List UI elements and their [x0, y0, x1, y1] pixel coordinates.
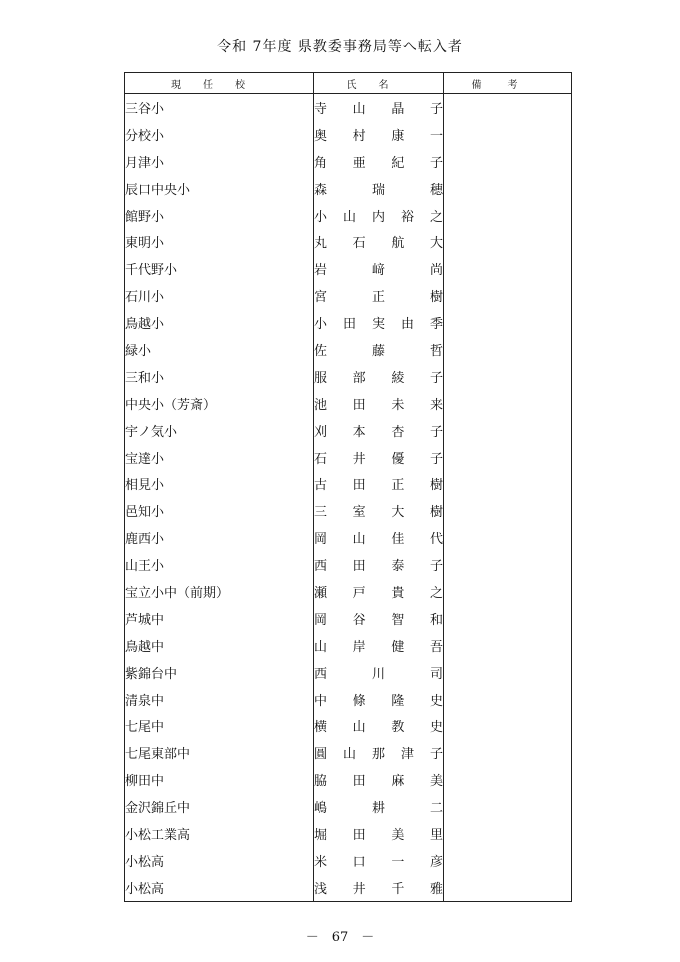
remarks-cell — [444, 94, 572, 121]
name-cell — [314, 309, 444, 336]
name-char: 里 — [429, 827, 443, 843]
name-char: 石 — [352, 236, 366, 252]
name-char: 晶 — [391, 101, 405, 117]
name-char: 樹 — [429, 505, 443, 521]
table-row — [125, 363, 572, 390]
table-row — [125, 874, 572, 901]
table-row — [125, 202, 572, 229]
name-char: 浅 — [314, 881, 328, 897]
name-cell — [314, 524, 444, 551]
name-char: 角 — [314, 155, 328, 171]
name-char: 瑞 — [371, 182, 385, 198]
name-char: 子 — [429, 559, 443, 575]
header-remarks: 備考 — [444, 73, 572, 94]
remarks-cell — [444, 686, 572, 713]
table-row — [125, 632, 572, 659]
current-school-cell: 東明小 — [125, 228, 314, 255]
name-characters — [314, 340, 443, 359]
name-char: 服 — [314, 370, 328, 386]
page-title: 令和 7年度 県教委事務局等へ転入者 — [217, 39, 463, 55]
name-char: 来 — [429, 397, 443, 413]
name-cell — [314, 336, 444, 363]
name-characters — [314, 394, 443, 413]
current-school-cell: 分校小 — [125, 121, 314, 148]
remarks-cell — [444, 578, 572, 605]
table-row — [125, 336, 572, 363]
name-characters — [314, 528, 443, 547]
name-characters — [314, 824, 443, 843]
table-row — [125, 255, 572, 282]
name-cell — [314, 417, 444, 444]
remarks-cell — [444, 739, 572, 766]
remarks-cell — [444, 175, 572, 202]
name-char: 史 — [429, 693, 443, 709]
name-char: 之 — [429, 209, 443, 225]
remarks-cell — [444, 336, 572, 363]
name-char: 田 — [342, 317, 356, 333]
name-char: 岡 — [314, 532, 328, 548]
name-char: 之 — [429, 585, 443, 601]
name-characters — [314, 797, 443, 816]
name-char: 條 — [352, 693, 366, 709]
name-cell — [314, 793, 444, 820]
name-char: 田 — [352, 559, 366, 575]
name-characters — [314, 286, 443, 305]
name-char: 航 — [391, 236, 405, 252]
name-char: 田 — [352, 827, 366, 843]
current-school-cell: 鳥越小 — [125, 309, 314, 336]
name-char: 西 — [314, 666, 328, 682]
current-school-cell: 小松工業高 — [125, 820, 314, 847]
name-char: 麻 — [391, 774, 405, 790]
name-char: 山 — [352, 101, 366, 117]
name-char: 丸 — [314, 236, 328, 252]
remarks-cell — [444, 470, 572, 497]
name-char: 宮 — [314, 290, 328, 306]
current-school-cell: 相見小 — [125, 470, 314, 497]
name-char: 米 — [314, 854, 328, 870]
name-char: 子 — [429, 451, 443, 467]
name-cell — [314, 551, 444, 578]
name-char: 中 — [314, 693, 328, 709]
name-char: 寺 — [314, 101, 328, 117]
remarks-cell — [444, 282, 572, 309]
name-char: 嶋 — [314, 801, 328, 817]
name-char: 村 — [352, 128, 366, 144]
current-school-cell: 小松高 — [125, 847, 314, 874]
name-characters — [314, 152, 443, 171]
name-char: 智 — [391, 612, 405, 628]
name-char: 堀 — [314, 827, 328, 843]
name-char: 那 — [371, 747, 385, 763]
name-char: 戸 — [352, 585, 366, 601]
remarks-cell — [444, 497, 572, 524]
name-cell — [314, 874, 444, 901]
header-current-school: 現任校 — [125, 73, 314, 94]
name-char: 子 — [429, 747, 443, 763]
name-cell — [314, 632, 444, 659]
name-char: 内 — [371, 209, 385, 225]
name-cell — [314, 470, 444, 497]
name-characters — [314, 206, 443, 225]
current-school-cell: 三谷小 — [125, 94, 314, 121]
name-char: 圓 — [314, 747, 328, 763]
name-char: 和 — [429, 612, 443, 628]
page-number: － 67 － — [305, 930, 375, 945]
table-row — [125, 390, 572, 417]
remarks-cell — [444, 363, 572, 390]
name-char: 佐 — [314, 343, 328, 359]
name-char: 井 — [352, 881, 366, 897]
name-char: 正 — [371, 290, 385, 306]
name-char: 西 — [314, 559, 328, 575]
name-cell — [314, 363, 444, 390]
name-cell — [314, 255, 444, 282]
current-school-cell: 宝立小中（前期） — [125, 578, 314, 605]
name-char: 石 — [314, 451, 328, 467]
table-row — [125, 659, 572, 686]
name-characters — [314, 663, 443, 682]
name-char: 藤 — [371, 343, 385, 359]
name-char: 奥 — [314, 128, 328, 144]
name-char: 司 — [429, 666, 443, 682]
name-char: 教 — [391, 720, 405, 736]
current-school-cell: 邑知小 — [125, 497, 314, 524]
current-school-cell: 七尾東部中 — [125, 739, 314, 766]
current-school-cell: 柳田中 — [125, 766, 314, 793]
table-row — [125, 470, 572, 497]
name-char: 美 — [391, 827, 405, 843]
name-characters — [314, 474, 443, 493]
name-characters — [314, 878, 443, 897]
remarks-cell — [444, 417, 572, 444]
name-cell — [314, 94, 444, 121]
name-char: 杏 — [391, 424, 405, 440]
current-school-cell: 石川小 — [125, 282, 314, 309]
name-char: 紀 — [391, 155, 405, 171]
name-char: 子 — [429, 424, 443, 440]
table-row — [125, 578, 572, 605]
name-cell — [314, 148, 444, 175]
name-char: 山 — [342, 747, 356, 763]
current-school-cell: 七尾中 — [125, 712, 314, 739]
name-characters — [314, 125, 443, 144]
current-school-cell: 山王小 — [125, 551, 314, 578]
name-char: 脇 — [314, 774, 328, 790]
current-school-cell: 宝達小 — [125, 444, 314, 471]
current-school-cell: 小松高 — [125, 874, 314, 901]
name-char: 刈 — [314, 424, 328, 440]
name-char: 季 — [429, 317, 443, 333]
name-cell — [314, 712, 444, 739]
current-school-cell: 芦城中 — [125, 605, 314, 632]
name-characters — [314, 448, 443, 467]
table-row — [125, 228, 572, 255]
name-cell — [314, 497, 444, 524]
current-school-cell: 鳥越中 — [125, 632, 314, 659]
name-characters — [314, 851, 443, 870]
remarks-cell — [444, 228, 572, 255]
name-cell — [314, 605, 444, 632]
remarks-cell — [444, 148, 572, 175]
name-char: 小 — [314, 317, 328, 333]
name-char: 三 — [314, 505, 328, 521]
name-char: 﨑 — [371, 263, 385, 279]
name-char: 井 — [352, 451, 366, 467]
remarks-cell — [444, 766, 572, 793]
current-school-cell: 千代野小 — [125, 255, 314, 282]
name-characters — [314, 582, 443, 601]
table-row — [125, 148, 572, 175]
table-row — [125, 282, 572, 309]
table-row — [125, 739, 572, 766]
name-char: 吾 — [429, 639, 443, 655]
transfer-table — [124, 72, 572, 902]
current-school-cell: 鹿西小 — [125, 524, 314, 551]
name-char: 未 — [391, 397, 405, 413]
name-cell — [314, 121, 444, 148]
name-characters — [314, 367, 443, 386]
table-row — [125, 444, 572, 471]
name-char: 千 — [391, 881, 405, 897]
name-char: 由 — [400, 317, 414, 333]
name-char: 亜 — [352, 155, 366, 171]
name-char: 部 — [352, 370, 366, 386]
table-row — [125, 417, 572, 444]
remarks-cell — [444, 309, 572, 336]
current-school-cell: 辰口中央小 — [125, 175, 314, 202]
name-cell — [314, 578, 444, 605]
table-row — [125, 121, 572, 148]
name-char: 大 — [429, 236, 443, 252]
name-char: 岡 — [314, 612, 328, 628]
name-char: 健 — [391, 639, 405, 655]
remarks-cell — [444, 847, 572, 874]
name-cell — [314, 766, 444, 793]
remarks-cell — [444, 793, 572, 820]
name-char: 代 — [429, 532, 443, 548]
name-char: 川 — [371, 666, 385, 682]
name-char: 本 — [352, 424, 366, 440]
current-school-cell: 館野小 — [125, 202, 314, 229]
current-school-cell: 中央小（芳斎） — [125, 390, 314, 417]
name-cell — [314, 282, 444, 309]
name-char: 山 — [342, 209, 356, 225]
table-header-row — [125, 73, 572, 94]
name-char: 森 — [314, 182, 328, 198]
current-school-cell: 月津小 — [125, 148, 314, 175]
name-characters — [314, 636, 443, 655]
name-characters — [314, 313, 443, 332]
name-cell — [314, 390, 444, 417]
header-name: 氏名 — [314, 73, 444, 94]
remarks-cell — [444, 820, 572, 847]
remarks-cell — [444, 524, 572, 551]
name-char: 谷 — [352, 612, 366, 628]
name-char: 子 — [429, 370, 443, 386]
name-char: 樹 — [429, 478, 443, 494]
table-row — [125, 497, 572, 524]
current-school-cell: 緑小 — [125, 336, 314, 363]
name-char: 美 — [429, 774, 443, 790]
name-char: 山 — [352, 720, 366, 736]
table-row — [125, 175, 572, 202]
name-char: 優 — [391, 451, 405, 467]
remarks-cell — [444, 202, 572, 229]
table-row — [125, 309, 572, 336]
name-characters — [314, 716, 443, 735]
name-char: 横 — [314, 720, 328, 736]
name-char: 隆 — [391, 693, 405, 709]
table-row — [125, 686, 572, 713]
current-school-cell: 紫錦台中 — [125, 659, 314, 686]
name-cell — [314, 659, 444, 686]
name-cell — [314, 847, 444, 874]
name-characters — [314, 421, 443, 440]
table-row — [125, 766, 572, 793]
name-cell — [314, 175, 444, 202]
name-char: 穂 — [429, 182, 443, 198]
name-char: 瀬 — [314, 585, 328, 601]
current-school-cell: 三和小 — [125, 363, 314, 390]
name-char: 実 — [371, 317, 385, 333]
name-characters — [314, 743, 443, 762]
name-char: 田 — [352, 397, 366, 413]
name-characters — [314, 609, 443, 628]
table-row — [125, 847, 572, 874]
remarks-cell — [444, 121, 572, 148]
name-char: 史 — [429, 720, 443, 736]
name-characters — [314, 232, 443, 251]
remarks-cell — [444, 874, 572, 901]
current-school-cell: 清泉中 — [125, 686, 314, 713]
name-char: 綾 — [391, 370, 405, 386]
name-char: 貴 — [391, 585, 405, 601]
name-char: 二 — [429, 801, 443, 817]
table-body — [125, 94, 572, 902]
name-char: 子 — [429, 101, 443, 117]
name-char: 池 — [314, 397, 328, 413]
name-characters — [314, 770, 443, 789]
remarks-cell — [444, 390, 572, 417]
name-char: 哲 — [429, 343, 443, 359]
current-school-cell: 宇ノ気小 — [125, 417, 314, 444]
table-row — [125, 793, 572, 820]
name-char: 田 — [352, 478, 366, 494]
name-char: 古 — [314, 478, 328, 494]
name-char: 口 — [352, 854, 366, 870]
name-cell — [314, 820, 444, 847]
name-char: 裕 — [400, 209, 414, 225]
remarks-cell — [444, 605, 572, 632]
name-char: 泰 — [391, 559, 405, 575]
name-char: 一 — [429, 128, 443, 144]
name-cell — [314, 202, 444, 229]
name-char: 山 — [352, 532, 366, 548]
name-char: 彦 — [429, 854, 443, 870]
table-row — [125, 605, 572, 632]
name-char: 正 — [391, 478, 405, 494]
name-char: 田 — [352, 774, 366, 790]
name-char: 耕 — [371, 801, 385, 817]
name-char: 岩 — [314, 263, 328, 279]
name-char: 尚 — [429, 263, 443, 279]
name-char: 佳 — [391, 532, 405, 548]
remarks-cell — [444, 444, 572, 471]
name-char: 一 — [391, 854, 405, 870]
remarks-cell — [444, 712, 572, 739]
name-char: 室 — [352, 505, 366, 521]
remarks-cell — [444, 632, 572, 659]
name-char: 小 — [314, 209, 328, 225]
name-characters — [314, 555, 443, 574]
table-row — [125, 524, 572, 551]
name-characters — [314, 179, 443, 198]
table-row — [125, 94, 572, 121]
name-char: 樹 — [429, 290, 443, 306]
remarks-cell — [444, 551, 572, 578]
name-char: 子 — [429, 155, 443, 171]
name-char: 岸 — [352, 639, 366, 655]
current-school-cell: 金沢錦丘中 — [125, 793, 314, 820]
name-char: 津 — [400, 747, 414, 763]
name-cell — [314, 444, 444, 471]
name-cell — [314, 686, 444, 713]
name-characters — [314, 98, 443, 117]
name-char: 山 — [314, 639, 328, 655]
name-cell — [314, 228, 444, 255]
name-char: 康 — [391, 128, 405, 144]
table-row — [125, 712, 572, 739]
name-char: 雅 — [429, 881, 443, 897]
remarks-cell — [444, 659, 572, 686]
name-characters — [314, 259, 443, 278]
name-cell — [314, 739, 444, 766]
name-characters — [314, 501, 443, 520]
name-characters — [314, 690, 443, 709]
table-row — [125, 820, 572, 847]
remarks-cell — [444, 255, 572, 282]
name-char: 大 — [391, 505, 405, 521]
table-row — [125, 551, 572, 578]
